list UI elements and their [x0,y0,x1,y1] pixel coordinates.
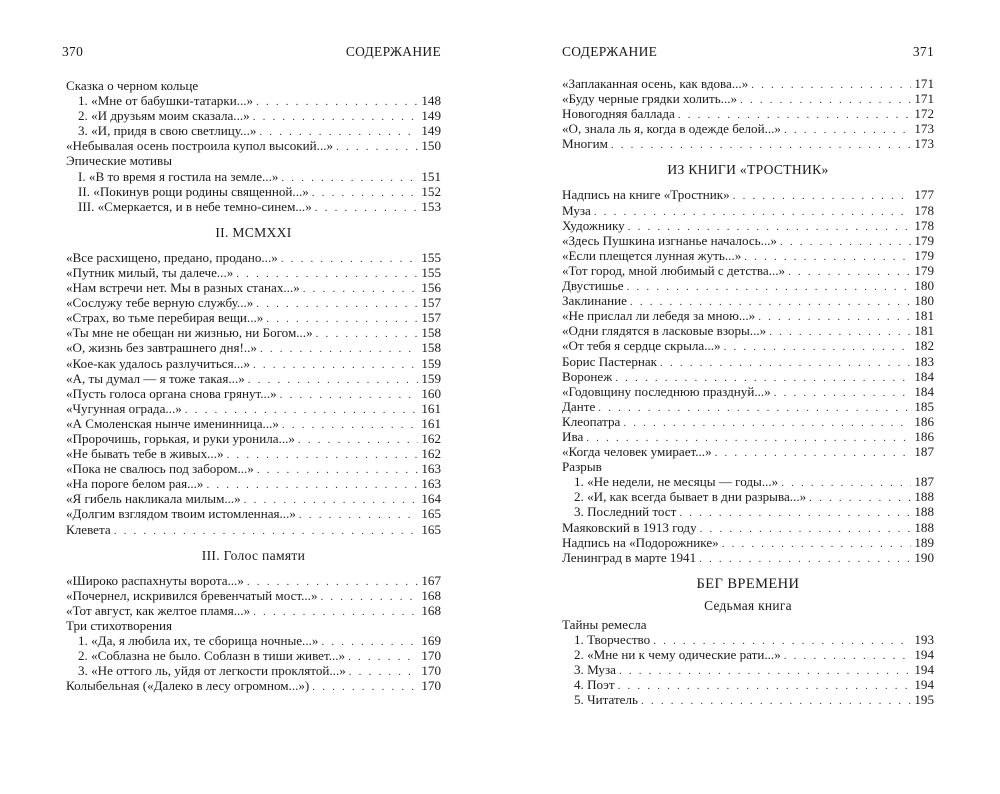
entry-title: «Пусть голоса органа снова грянут...» [66,385,277,401]
entry-page-number: 163 [421,461,441,477]
page-number: 371 [912,44,934,59]
entry-page-number: 158 [421,340,441,356]
dot-leader [700,522,912,537]
dot-leader [751,78,911,93]
entry-page-number: 168 [421,587,441,603]
toc-entry [66,280,441,295]
entry-title: 2. «И друзьям моим сказала...» [78,108,250,124]
entry-page-number: 179 [914,232,934,248]
entry-title: Двустишье [562,278,624,294]
dot-leader [349,665,419,680]
entry-page-number: 170 [421,648,441,664]
toc-entry [562,106,934,121]
entry-title: I. «В то время я гостила на земле...» [78,168,279,184]
entry-title: «Долгим взглядом твоим истомленная...» [66,506,296,522]
dot-leader [594,205,912,220]
toc-entry [562,354,934,369]
entry-title: 2. «Соблазна не было. Соблазн в тиши живет...» [78,648,346,664]
toc-group-title [66,78,441,93]
entry-title: Заклинание [562,293,627,309]
entry-page-number: 180 [914,293,934,309]
entry-page-number: 181 [914,308,934,324]
dot-leader [257,463,419,478]
entry-title: «Ты мне не обещан ни жизнью, ни Богом...» [66,325,313,341]
entry-page-number: 188 [914,504,934,520]
dot-leader [114,524,419,539]
section-heading: III. Голос памяти [201,547,306,563]
entry-title: «Я гибель накликала милым...» [66,491,241,507]
dot-leader [348,650,418,665]
toc-group-title [562,459,934,474]
toc-entry [562,692,934,707]
entry-title: Маяковский в 1913 году [562,519,697,535]
entry-page-number: 153 [421,198,441,214]
toc-entry [66,461,441,476]
dot-leader [227,448,419,463]
entry-page-number: 149 [421,123,441,139]
entry-page-number: 171 [914,76,934,91]
entry-title: «Страх, во тьме перебирая вещи...» [66,310,264,326]
toc-content [66,78,441,693]
toc-entry [66,522,441,537]
entry-page-number: 152 [421,183,441,199]
entry-title: «Буду черные грядки холить...» [562,91,738,107]
entry-page-number: 186 [914,413,934,429]
section-heading: II. MCMXXI [215,224,292,240]
toc-entry [562,248,934,263]
entry-page-number: 168 [421,602,441,618]
toc-entry [562,489,934,504]
entry-page-number: 159 [421,355,441,371]
toc-entry [66,633,441,648]
toc-entry [66,386,441,401]
entry-page-number: 187 [914,444,934,460]
toc-entry [562,121,934,136]
entry-page-number: 193 [914,631,934,647]
dot-leader [769,325,911,340]
toc-entry [66,325,441,340]
dot-leader [641,694,911,709]
entry-title: «Тот август, как желтое пламя...» [66,602,251,618]
entry-page-number: 158 [421,325,441,341]
page-number: 370 [62,44,84,59]
entry-title: «Чугунная ограда...» [66,400,182,416]
dot-leader [784,123,911,138]
entry-title: 5. Читатель [574,692,639,708]
toc-entry [66,123,441,138]
toc-entry [562,632,934,647]
toc-entry [562,293,934,308]
entry-title: «Годовщину последнюю празднуй...» [562,383,771,399]
entry-title: II. «Покинув рощи родины священной...» [78,183,309,199]
entry-page-number: 194 [914,647,934,662]
toc-entry [66,138,441,153]
entry-page-number: 188 [914,489,934,505]
entry-page-number: 170 [421,678,441,694]
toc-entry [562,136,934,151]
entry-page-number: 183 [914,353,934,369]
dot-leader [774,386,912,401]
entry-page-number: 163 [421,476,441,492]
entry-title: «Одни глядятся в ласковые взоры...» [562,323,767,339]
entry-page-number: 173 [914,136,934,152]
dot-leader [260,342,418,357]
entry-page-number: 165 [421,506,441,522]
toc-entry [66,340,441,355]
toc-entry [66,250,441,265]
toc-entry [562,520,934,535]
dot-leader [256,95,418,110]
entry-page-number: 180 [914,278,934,294]
toc-entry [66,169,441,184]
entry-page-number: 185 [914,398,934,414]
section-heading: БЕГ ВРЕМЕНИ [696,575,800,592]
toc-entry [562,233,934,248]
toc-entry [562,91,934,106]
entry-page-number: 161 [421,400,441,416]
dot-leader [722,537,912,552]
dot-leader [733,189,912,204]
entry-page-number: 173 [914,121,934,137]
entry-title: Три стихотворения [66,617,173,633]
entry-title: Колыбельная («Далеко в лесу огромном...») [66,678,310,694]
entry-title: 3. Муза [574,662,616,678]
toc-entry [562,550,934,565]
toc-entry [66,199,441,214]
entry-page-number: 162 [421,430,441,446]
entry-title: «О, жизнь без завтрашнего дня!..» [66,340,257,356]
toc-entry [562,218,934,233]
toc-entry [562,399,934,414]
toc-entry [66,310,441,325]
toc-entry [66,416,441,431]
toc-entry [562,263,934,278]
toc-entry [562,444,934,459]
entry-page-number: 178 [914,217,934,233]
toc-entry [66,491,441,506]
entry-page-number: 184 [914,383,934,399]
dot-leader [299,508,418,523]
dot-leader [780,235,911,250]
entry-title: Сказка о черном кольце [66,78,199,93]
entry-title: «Кое-как удалось разлучиться...» [66,355,250,371]
toc-entry [562,203,934,218]
dot-leader [253,358,418,373]
entry-title: Воронеж [562,368,613,384]
entry-title: «Тот город, мной любимый с детства...» [562,262,786,278]
toc-entry [562,384,934,399]
entry-title: III. «Смеркается, и в небе темно-синем...» [78,198,312,214]
entry-title: Муза [562,202,591,218]
entry-title: Борис Пастернак [562,353,658,369]
entry-title: «Путник милый, ты далече...» [66,264,234,280]
entry-page-number: 162 [421,446,441,462]
entry-title: Надпись на книге «Тростник» [562,187,730,203]
dot-leader [312,186,419,201]
toc-entry [562,323,934,338]
toc-entry [66,573,441,588]
toc-entry [66,588,441,603]
entry-title: «А, ты думал — я тоже такая...» [66,370,245,386]
entry-title: «Не бывать тебе в живых...» [66,446,224,462]
entry-title: 1. «Не недели, не месяцы — годы...» [574,474,779,490]
entry-title: «Сослужу тебе верную службу...» [66,295,254,311]
entry-page-number: 150 [421,138,441,154]
entry-title: «На пороге белом рая...» [66,476,204,492]
toc-entry [66,108,441,123]
entry-title: «О, знала ль я, когда в одежде белой...» [562,121,781,137]
dot-leader [598,401,911,416]
dot-leader [788,265,911,280]
toc-entry [66,446,441,461]
entry-page-number: 171 [914,91,934,107]
toc-entry [66,648,441,663]
entry-title: 1. Творчество [574,631,651,647]
entry-page-number: 157 [421,310,441,326]
dot-leader [280,388,419,403]
toc-entry [562,647,934,662]
dot-leader [611,138,911,153]
entry-title: Тайны ремесла [562,616,647,632]
entry-title: Эпические мотивы [66,153,173,169]
toc-entry [562,278,934,293]
entry-title: Клеопатра [562,413,621,429]
entry-title: Разрыв [562,459,602,475]
entry-title: 1. «Да, я любила их, те сборища ночные...» [78,633,319,648]
entry-title: «Небывалая осень построила купол высокий...» [66,138,334,154]
toc-entry [562,369,934,384]
entry-title: «Нам встречи нет. Мы в разных станах...» [66,280,300,296]
entry-page-number: 179 [914,262,934,278]
entry-page-number: 177 [914,187,934,203]
dot-leader [699,552,911,567]
entry-page-number: 151 [421,168,441,184]
dot-leader [619,664,911,679]
toc-entry [562,474,934,489]
entry-page-number: 178 [914,202,934,218]
dot-leader [627,280,912,295]
dot-leader [784,649,912,664]
toc-entry [66,476,441,491]
entry-page-number: 164 [421,491,441,507]
dot-leader [315,201,419,216]
entry-title: Ленинград в марте 1941 [562,549,697,565]
toc-entry [562,504,934,519]
dot-leader [618,679,912,694]
dot-leader [623,416,911,431]
dot-leader [660,356,911,371]
dot-leader [724,340,912,355]
entry-page-number: 159 [421,370,441,386]
entry-title: 2. «Мне ни к чему одические рати...» [574,647,781,662]
toc-entry [562,338,934,353]
entry-page-number: 149 [421,108,441,124]
entry-title: Данте [562,398,596,414]
entry-title: 2. «И, как всегда бывает в дни разрыва...» [574,489,807,505]
section-subheading: Седьмая книга [704,597,792,613]
entry-title: Надпись на «Подорожнике» [562,534,719,550]
dot-leader [321,590,419,605]
entry-page-number: 190 [914,549,934,565]
entry-page-number: 189 [914,534,934,550]
toc-entry [562,414,934,429]
entry-title: 3. Последний тост [574,504,677,520]
toc-entry [562,76,934,91]
entry-page-number: 172 [914,106,934,122]
entry-page-number: 165 [421,521,441,537]
entry-page-number: 170 [421,663,441,679]
entry-page-number: 195 [914,692,934,708]
entry-page-number: 186 [914,428,934,444]
entry-page-number: 194 [914,662,934,678]
entry-title: Художнику [562,217,625,233]
toc-entry [66,93,441,108]
entry-title: Новогодняя баллада [562,106,675,122]
dot-leader [809,491,911,506]
toc-entry [66,431,441,446]
entry-title: 1. «Мне от бабушки-татарки...» [78,93,254,109]
dot-leader [253,110,419,125]
toc-entry [562,662,934,677]
entry-page-number: 160 [421,385,441,401]
entry-page-number: 184 [914,368,934,384]
dot-leader [679,506,911,521]
entry-page-number: 188 [914,519,934,535]
entry-title: «Заплаканная осень, как вдова...» [562,76,749,91]
entry-page-number: 169 [421,633,441,648]
dot-leader [312,680,418,695]
toc-group-title [562,617,934,632]
left-page [62,0,441,794]
toc-entry [562,429,934,444]
entry-title: 4. Поэт [574,677,615,693]
entry-title: 3. «Не оттого ль, уйдя от легкости проклятой...» [78,663,346,679]
entry-title: «А Смоленская нынче именинница...» [66,415,279,431]
toc-entry [66,265,441,280]
toc-entry [562,535,934,550]
dot-leader [298,433,418,448]
entry-page-number: 157 [421,295,441,311]
toc-entry [66,401,441,416]
toc-entry [562,677,934,692]
entry-title: «Пророчишь, горькая, и руки уронила...» [66,430,295,446]
entry-title: 3. «И, придя в свою светлицу...» [78,123,257,139]
dot-leader [316,327,419,342]
running-head [62,44,441,64]
toc-group-title [66,618,441,633]
toc-entry [66,603,441,618]
toc-entry [66,356,441,371]
toc-entry [562,187,934,202]
entry-page-number: 155 [421,249,441,265]
toc-entry [66,295,441,310]
entry-page-number: 161 [421,415,441,431]
toc-group-title [66,153,441,168]
entry-page-number: 167 [421,572,441,588]
dot-leader [256,297,418,312]
toc-entry [562,308,934,323]
toc-entry [66,506,441,521]
toc-entry [66,678,441,693]
toc-entry [66,184,441,199]
section-heading: ИЗ КНИГИ «ТРОСТНИК» [667,162,829,178]
entry-title: «Не прислал ли лебедя за мною...» [562,308,756,324]
toc-entry [66,663,441,678]
entry-title: Ива [562,428,584,444]
toc-content [562,76,934,707]
entry-page-number: 148 [421,93,441,109]
running-title: СОДЕРЖАНИЕ [562,44,658,59]
entry-title: «Широко распахнуты ворота...» [66,572,244,588]
entry-title: «Когда человек умирает...» [562,444,712,460]
entry-title: Многим [562,136,608,152]
dot-leader [758,310,911,325]
entry-page-number: 179 [914,247,934,263]
entry-title: «Почернел, искривился бревенчатый мост...» [66,587,318,603]
entry-title: Клевета [66,521,111,537]
dot-leader [282,418,418,433]
running-title: СОДЕРЖАНИЕ [345,44,441,59]
dot-leader [740,93,911,108]
entry-page-number: 187 [914,474,934,490]
entry-title: «Все расхищено, предано, продано...» [66,249,278,265]
right-page [562,0,934,794]
entry-page-number: 155 [421,264,441,280]
running-head [562,44,934,64]
toc-entry [66,371,441,386]
dot-leader [303,282,419,297]
entry-title: «Если плещется лунная жуть...» [562,247,742,263]
entry-title: «Пока не свалюсь под забором...» [66,461,254,477]
dot-leader [281,252,419,267]
entry-title: «Здесь Пушкина изгнанье началось...» [562,232,777,248]
entry-page-number: 181 [914,323,934,339]
entry-page-number: 182 [914,338,934,354]
entry-page-number: 194 [914,677,934,693]
entry-page-number: 156 [421,280,441,296]
entry-title: «От тебя я сердце скрыла...» [562,338,721,354]
